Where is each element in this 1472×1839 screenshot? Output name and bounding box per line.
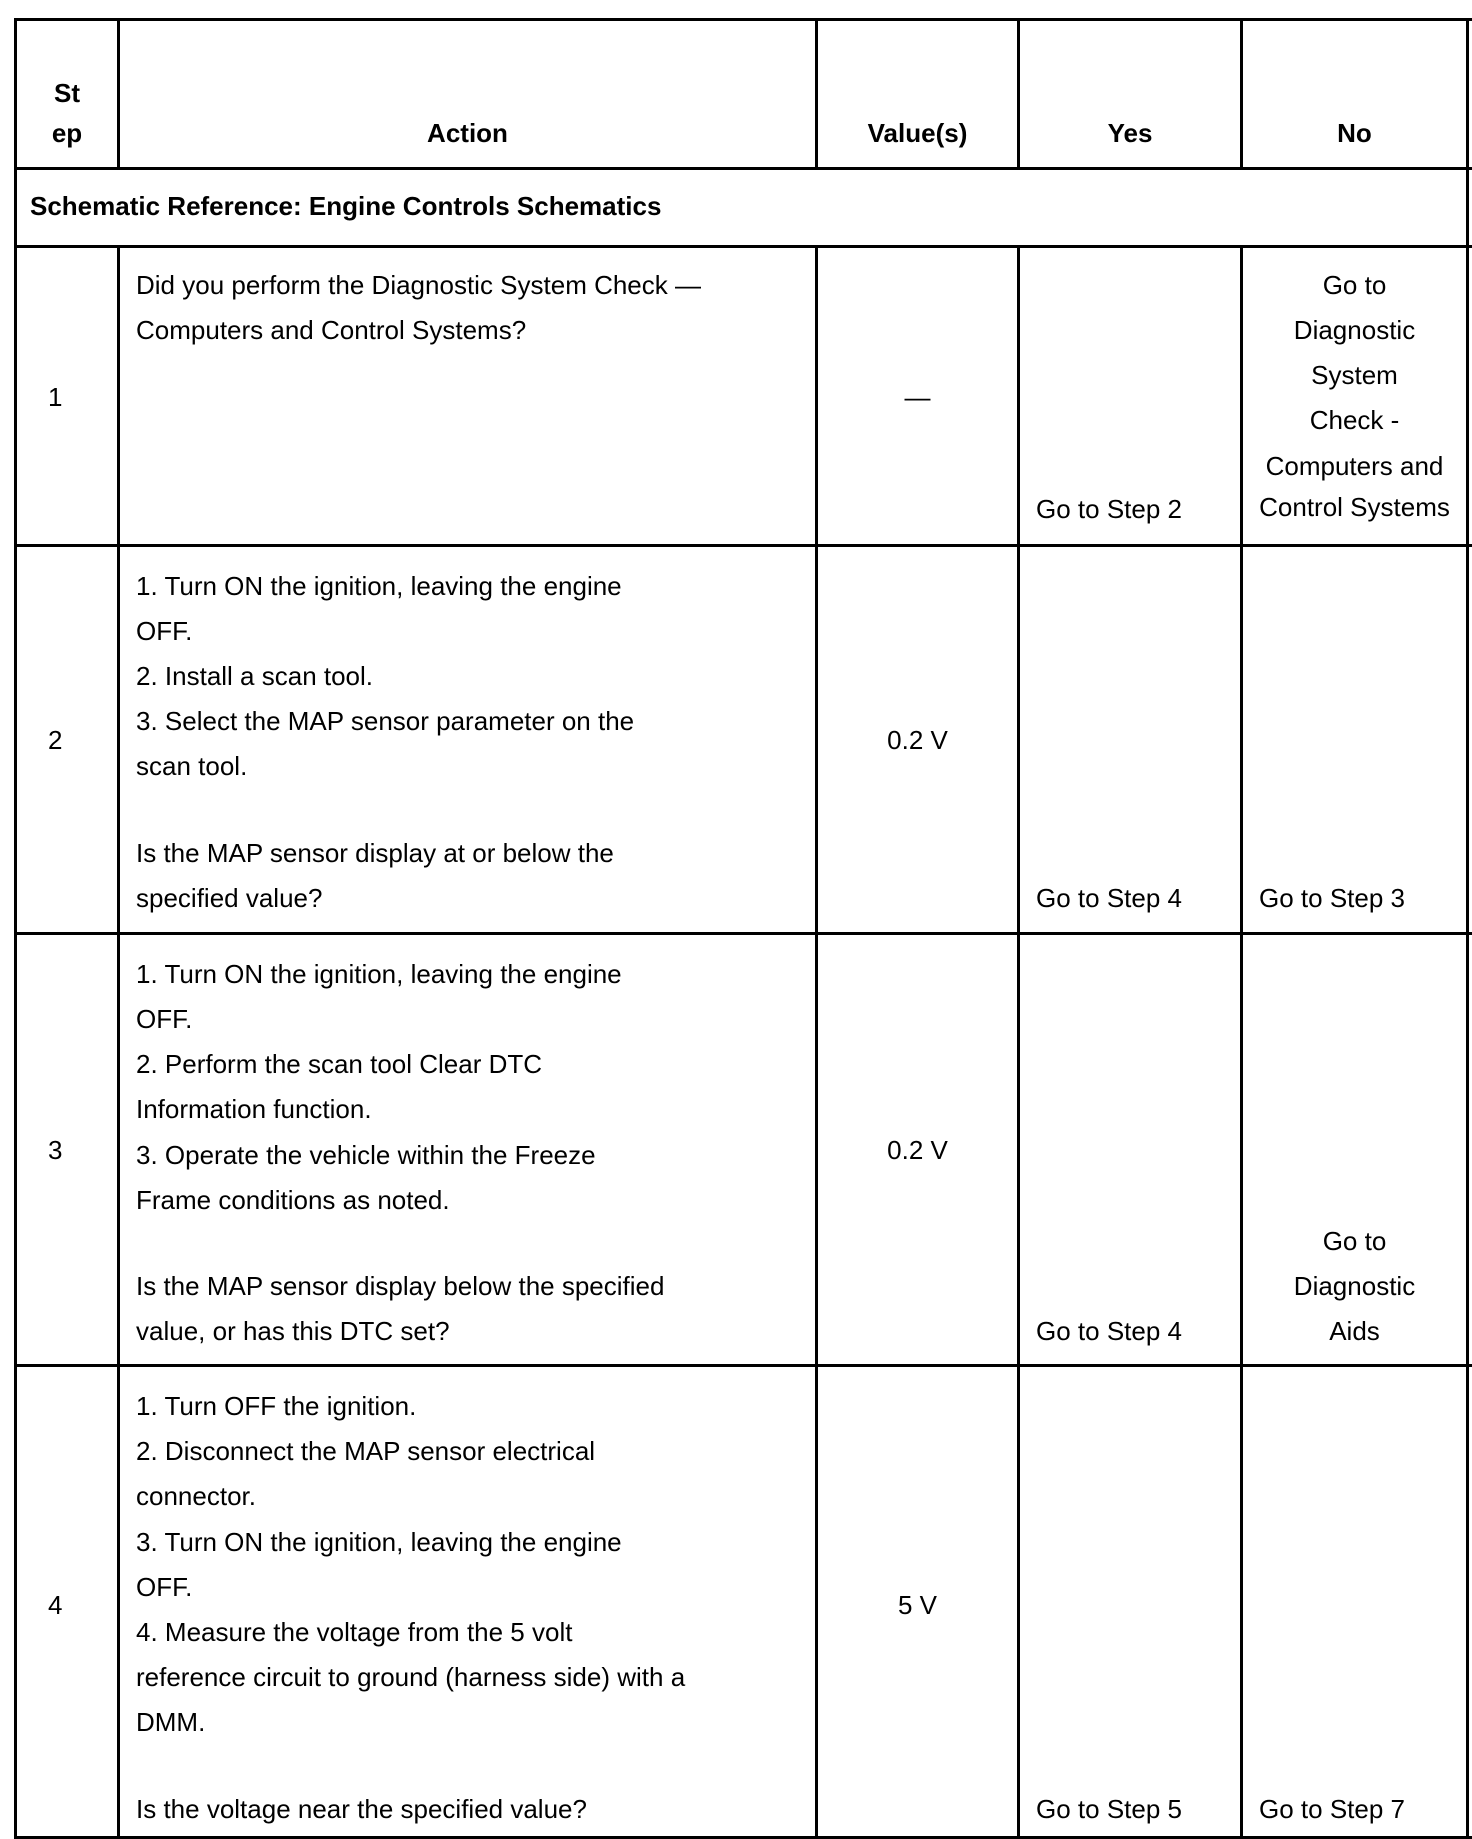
action-line: 1. Turn OFF the ignition. [136,1391,417,1421]
value: 5 V [897,1590,938,1620]
action-line: DMM. [136,1707,206,1737]
action-line: OFF. [136,1004,193,1034]
action-line: specified value? [136,883,323,913]
header-values: Value(s) [867,118,968,148]
action-line: Is the voltage near the specified value? [136,1794,587,1824]
action-line: Is the MAP sensor display below the specified [136,1271,665,1301]
column-divider [1017,245,1020,1836]
action-line: OFF. [136,1572,193,1602]
table-border-top [14,18,1472,21]
action-line: value, or has this DTC set? [136,1316,450,1346]
action-line: 3. Operate the vehicle within the Freeze [136,1140,596,1170]
step-number: 4 [48,1590,63,1620]
no-result-line: Aids [1329,1316,1380,1346]
action-line: 2. Disconnect the MAP sensor electrical [136,1436,596,1466]
no-result-line: Computers and [1265,451,1444,481]
table-divider [14,167,1472,170]
no-result-line: Go to Step 7 [1259,1794,1405,1824]
action-line: 3. Turn ON the ignition, leaving the engine [136,1527,622,1557]
action-line: 2. Perform the scan tool Clear DTC [136,1049,543,1079]
action-line: 3. Select the MAP sensor parameter on the [136,706,635,736]
action-line: Computers and Control Systems? [136,315,527,345]
no-result-line: Diagnostic [1293,1271,1416,1301]
step-number: 3 [48,1135,63,1165]
no-result-line: Diagnostic [1293,315,1416,345]
table-border-left [14,18,17,1836]
schematic-reference: Schematic Reference: Engine Controls Schematics [30,191,662,221]
no-result-line: Go to [1322,270,1387,300]
action-line: Is the MAP sensor display at or below the [136,838,614,868]
yes-result: Go to Step 4 [1036,883,1182,913]
action-line: OFF. [136,616,193,646]
column-divider [117,245,120,1836]
column-divider [1240,245,1243,1836]
no-result-line: Go to [1322,1226,1387,1256]
action-line: Frame conditions as noted. [136,1185,450,1215]
value: — [904,382,931,412]
action-line: scan tool. [136,751,248,781]
no-result-line: Check - [1309,405,1400,435]
header-no: No [1337,118,1372,148]
yes-result: Go to Step 5 [1036,1794,1182,1824]
action-line: 1. Turn ON the ignition, leaving the engine [136,571,622,601]
header-step-line1: St [54,78,80,108]
table-border-right [1466,18,1469,1836]
action-line: 1. Turn ON the ignition, leaving the engine [136,959,622,989]
step-number: 1 [48,382,63,412]
value: 0.2 V [887,725,948,755]
no-result-line: Control Systems [1259,492,1450,522]
action-line: reference circuit to ground (harness side) with a [136,1662,686,1692]
header-action: Action [427,118,508,148]
yes-result: Go to Step 4 [1036,1316,1182,1346]
table-divider [14,1364,1472,1367]
no-result-line: Go to Step 3 [1259,883,1405,913]
action-line: 2. Install a scan tool. [136,661,374,691]
action-line: Did you perform the Diagnostic System Check — [136,270,701,300]
table-divider [14,544,1472,547]
value: 0.2 V [887,1135,948,1165]
table-divider [14,932,1472,935]
action-line: connector. [136,1481,256,1511]
table-divider [14,245,1472,248]
step-number: 2 [48,725,63,755]
header-step-line2: ep [51,118,83,148]
yes-result: Go to Step 2 [1036,494,1182,524]
action-line: 4. Measure the voltage from the 5 volt [136,1617,573,1647]
action-line: Information function. [136,1094,372,1124]
header-yes: Yes [1107,118,1153,148]
no-result-line: System [1311,360,1398,390]
